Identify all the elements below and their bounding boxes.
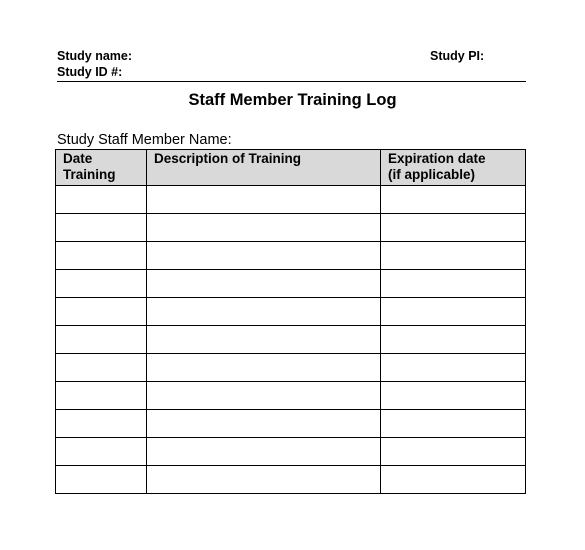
description-cell[interactable]	[147, 382, 381, 410]
table-row	[56, 298, 526, 326]
table-body	[56, 186, 526, 494]
table-row	[56, 410, 526, 438]
header-divider	[57, 81, 526, 82]
table-header-row	[56, 150, 526, 186]
table-row	[56, 186, 526, 214]
expiration-cell[interactable]	[381, 214, 526, 242]
table-row	[56, 214, 526, 242]
table-row	[56, 466, 526, 494]
date-cell[interactable]	[56, 382, 147, 410]
date-cell[interactable]	[56, 242, 147, 270]
date-cell[interactable]	[56, 298, 147, 326]
date-cell[interactable]	[56, 270, 147, 298]
description-cell[interactable]	[147, 270, 381, 298]
page-title: Staff Member Training Log	[188, 91, 397, 109]
table-row	[56, 326, 526, 354]
date-cell[interactable]	[56, 410, 147, 438]
study-name-label: Study name:	[57, 49, 133, 63]
expiration-cell[interactable]	[381, 270, 526, 298]
description-cell[interactable]	[147, 214, 381, 242]
table-row	[56, 438, 526, 466]
header-expiration-date: Expiration date (if applicable)	[381, 150, 526, 186]
expiration-cell[interactable]	[381, 186, 526, 214]
table-row	[56, 242, 526, 270]
table-row	[56, 382, 526, 410]
expiration-cell[interactable]	[381, 326, 526, 354]
description-cell[interactable]	[147, 242, 381, 270]
expiration-cell[interactable]	[381, 382, 526, 410]
header-date-training: Date Training	[56, 150, 147, 186]
table-row	[56, 270, 526, 298]
description-cell[interactable]	[147, 438, 381, 466]
staff-member-name-label: Study Staff Member Name:	[57, 132, 232, 148]
date-cell[interactable]	[56, 214, 147, 242]
date-cell[interactable]	[56, 326, 147, 354]
description-cell[interactable]	[147, 354, 381, 382]
date-cell[interactable]	[56, 438, 147, 466]
expiration-cell[interactable]	[381, 354, 526, 382]
header-description-of-training: Description of Training	[147, 150, 381, 186]
date-cell[interactable]	[56, 466, 147, 494]
expiration-cell[interactable]	[381, 410, 526, 438]
date-cell[interactable]	[56, 186, 147, 214]
description-cell[interactable]	[147, 298, 381, 326]
description-cell[interactable]	[147, 410, 381, 438]
description-cell[interactable]	[147, 186, 381, 214]
expiration-cell[interactable]	[381, 298, 526, 326]
description-cell[interactable]	[147, 466, 381, 494]
expiration-cell[interactable]	[381, 242, 526, 270]
expiration-cell[interactable]	[381, 466, 526, 494]
table-row	[56, 354, 526, 382]
date-cell[interactable]	[56, 354, 147, 382]
study-id-label: Study ID #:	[57, 65, 123, 79]
training-log-table	[55, 149, 526, 494]
expiration-cell[interactable]	[381, 438, 526, 466]
description-cell[interactable]	[147, 326, 381, 354]
study-info-left	[57, 48, 132, 80]
study-pi-label: Study PI:	[430, 49, 485, 63]
